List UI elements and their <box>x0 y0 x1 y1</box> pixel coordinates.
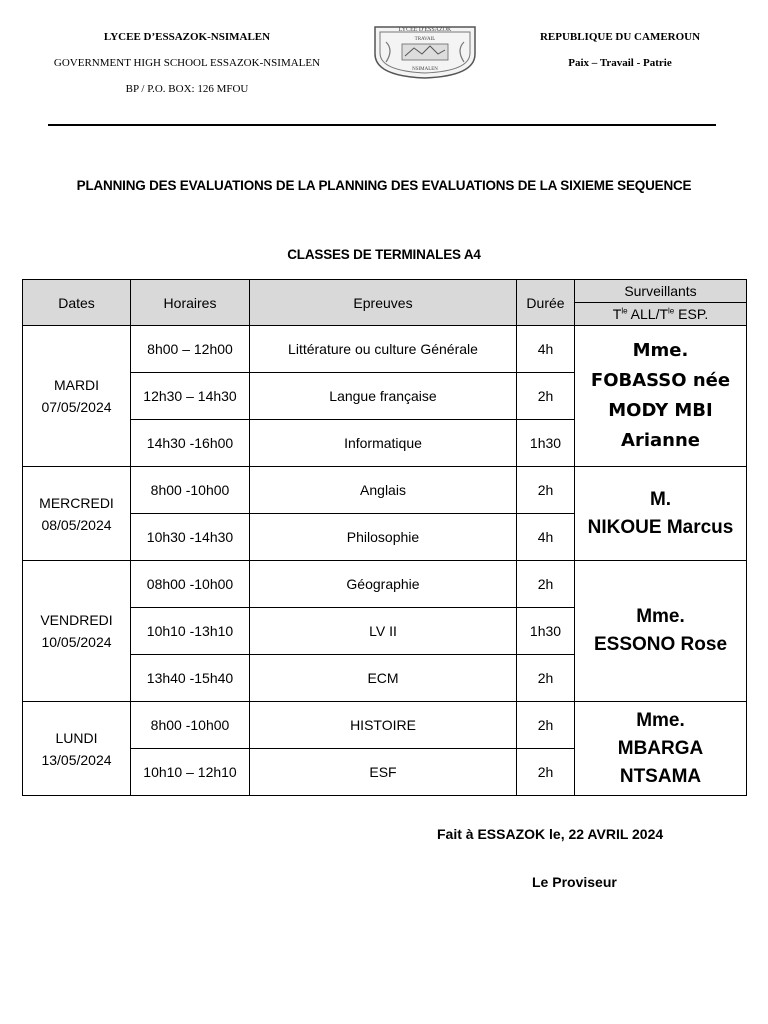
schedule-table <box>22 279 747 796</box>
table-row <box>23 467 747 514</box>
subject-cell: LV II <box>250 608 517 655</box>
logo-middle-text: TRAVAIL <box>414 37 436 42</box>
document-subtitle: CLASSES DE TERMINALES A4 <box>287 247 481 262</box>
duration-cell: 2h <box>517 467 575 514</box>
logo-bottom-text: NSIMALEN <box>412 67 438 72</box>
duration-cell: 2h <box>517 749 575 796</box>
duration-cell: 2h <box>517 561 575 608</box>
time-cell: 12h30 – 14h30 <box>131 373 250 420</box>
time-cell: 08h00 -10h00 <box>131 561 250 608</box>
place-date: Fait à ESSAZOK le, 22 AVRIL 2024 <box>437 826 664 842</box>
table-row <box>23 561 747 608</box>
republic-header <box>500 24 740 76</box>
subject-cell: Géographie <box>250 561 517 608</box>
school-header <box>22 24 352 102</box>
duration-cell: 4h <box>517 326 575 373</box>
time-cell: 10h10 – 12h10 <box>131 749 250 796</box>
logo-top-text: LYCEE D'ESSAZOK <box>398 27 452 33</box>
date-cell: MARDI 07/05/2024 <box>23 326 131 467</box>
date-cell: LUNDI 13/05/2024 <box>23 702 131 796</box>
time-cell: 10h10 -13h10 <box>131 608 250 655</box>
time-cell: 8h00 – 12h00 <box>131 326 250 373</box>
table-header-row <box>23 280 747 303</box>
duration-cell: 1h30 <box>517 608 575 655</box>
time-cell: 13h40 -15h40 <box>131 655 250 702</box>
duration-cell: 2h <box>517 373 575 420</box>
supervisor-cell: M. NIKOUE Marcus <box>575 467 747 561</box>
time-cell: 10h30 -14h30 <box>131 514 250 561</box>
subject-cell: ECM <box>250 655 517 702</box>
republic-name: REPUBLIQUE DU CAMEROUN <box>539 31 701 43</box>
subject-cell: Langue française <box>250 373 517 420</box>
time-cell: 8h00 -10h00 <box>131 702 250 749</box>
duration-cell: 2h <box>517 655 575 702</box>
school-name-en: GOVERNMENT HIGH SCHOOL ESSAZOK-NSIMALEN <box>53 57 321 69</box>
supervisor-cell: Mme. MBARGA NTSAMA <box>575 702 747 796</box>
date-cell: MERCREDI 08/05/2024 <box>23 467 131 561</box>
subject-cell: Littérature ou culture Générale <box>250 326 517 373</box>
duration-cell: 4h <box>517 514 575 561</box>
supervisor-cell: Mme. ESSONO Rose <box>575 561 747 702</box>
subject-cell: Philosophie <box>250 514 517 561</box>
signatory: Le Proviseur <box>532 874 617 890</box>
header-epreuves: Epreuves <box>250 280 517 326</box>
document-title: PLANNING DES EVALUATIONS DE LA PLANNING DES EVALUATIONS DE LA SIXIEME SEQUENCE <box>76 178 692 193</box>
header-surveillants: Surveillants <box>575 280 747 303</box>
duration-cell: 1h30 <box>517 420 575 467</box>
header-classes: $T^{le}$ ALL/$T^{le}$ ESP. <box>575 303 747 326</box>
header-horaires: Horaires <box>131 280 250 326</box>
subject-cell: ESF <box>250 749 517 796</box>
school-name-fr: LYCEE D’ESSAZOK-NSIMALEN <box>103 31 271 43</box>
time-cell: 14h30 -16h00 <box>131 420 250 467</box>
school-logo <box>372 24 478 80</box>
republic-motto: Paix – Travail - Patrie <box>568 57 672 69</box>
header-divider <box>48 124 716 126</box>
table-row <box>23 326 747 373</box>
header-duree: Durée <box>517 280 575 326</box>
subject-cell: Anglais <box>250 467 517 514</box>
date-cell: VENDREDI 10/05/2024 <box>23 561 131 702</box>
table-row <box>23 702 747 749</box>
header-dates: Dates <box>23 280 131 326</box>
duration-cell: 2h <box>517 702 575 749</box>
subject-cell: Informatique <box>250 420 517 467</box>
time-cell: 8h00 -10h00 <box>131 467 250 514</box>
school-address: BP / P.O. BOX: 126 MFOU <box>125 83 249 95</box>
subject-cell: HISTOIRE <box>250 702 517 749</box>
supervisor-cell: Mme. FOBASSO née MODY MBI Arianne <box>575 326 747 467</box>
